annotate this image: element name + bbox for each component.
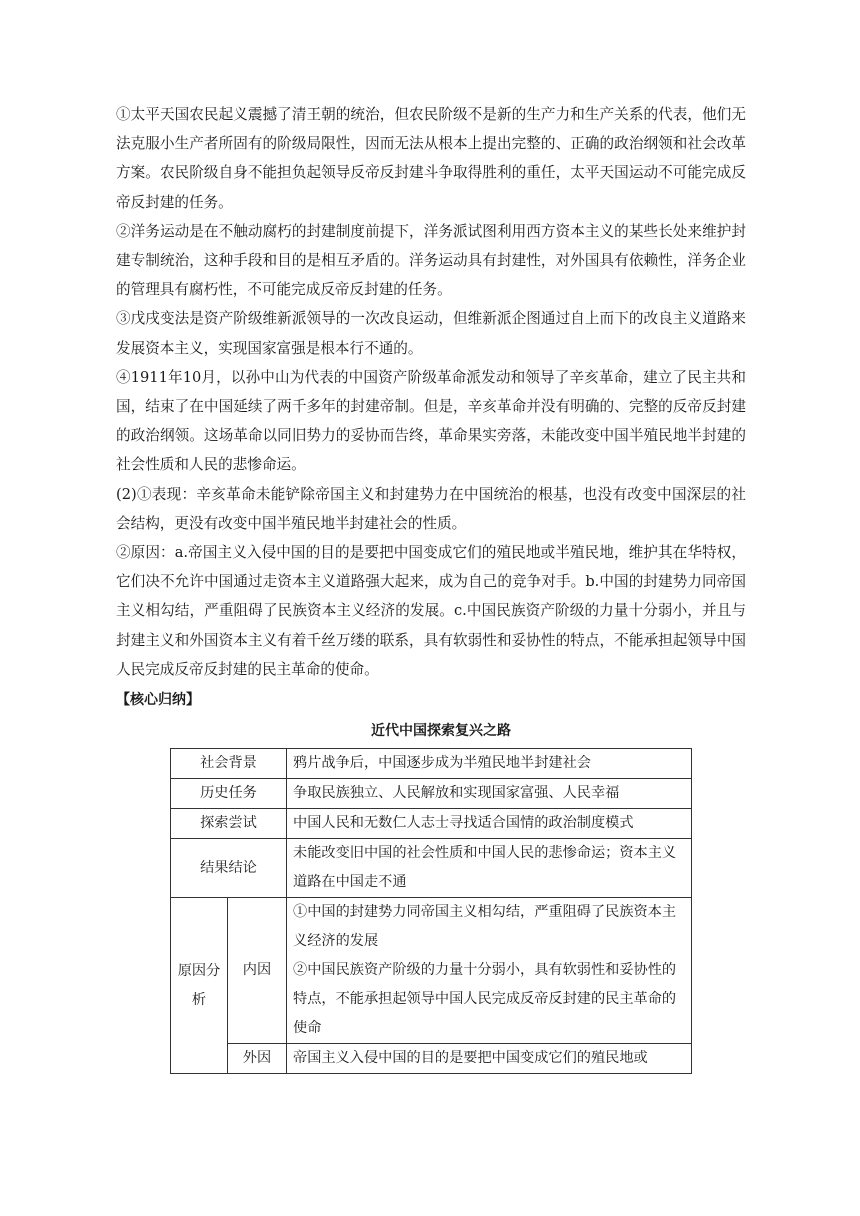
row-label: 探索尝试: [171, 809, 287, 839]
row-content: 未能改变旧中国的社会性质和中国人民的悲惨命运；资本主义道路在中国走不通: [287, 839, 692, 898]
summary-table: [170, 748, 692, 1074]
internal-cause-item: ①中国的封建势力同帝国主义相勾结，严重阻碍了民族资本主义经济的发展: [293, 904, 677, 950]
analysis-label: 原因分析: [171, 898, 228, 1074]
table-row: [171, 749, 692, 779]
paragraph-westernization: ②洋务运动是在不触动腐朽的封建制度前提下，洋务派试图利用西方资本主义的某些长处来维护封建专制统治，这种手段和目的是相互矛盾的。洋务运动具有封建性，对外国具有依赖性，洋务企业的管理具有腐朽性，不可能完成反帝反封建的任务。: [116, 222, 746, 299]
internal-cause-content: [287, 898, 692, 1044]
section-heading: 【核心归纳】: [116, 692, 200, 709]
paragraph-taiping: ①太平天国农民起义震撼了清王朝的统治，但农民阶级不是新的生产力和生产关系的代表，他们无法克服小生产者所固有的阶级局限性，因而无法从根本上提出完整的、正确的政治纲领和社会改革方案。农民阶级自身不能担负起领导反帝反封建斗争取得胜利的重任，太平天国运动不可能完成反帝反封建的任务。: [116, 106, 746, 211]
paragraph-reform-1898: ③戊戌变法是资产阶级维新派领导的一次改良运动，但维新派企图通过自上而下的改良主义道路来发展资本主义，实现国家富强是根本行不通的。: [116, 310, 746, 357]
row-content: 鸦片战争后，中国逐步成为半殖民地半封建社会: [287, 749, 692, 779]
table-row: [171, 809, 692, 839]
internal-cause-label: 内因: [228, 898, 287, 1044]
paragraph-revolution-1911: ④1911年10月，以孙中山为代表的中国资产阶级革命派发动和领导了辛亥革命，建立了民主共和国，结束了在中国延续了两千多年的封建帝制。但是，辛亥革命并没有明确的、完整的反帝反封建的政治纲领。这场革命以同旧势力的妥协而告终，革命果实旁落，未能改变中国半殖民地半封建的社会性质和人民的悲惨命运。: [116, 368, 746, 474]
row-label: 社会背景: [171, 749, 287, 779]
row-label: 结果结论: [171, 839, 287, 898]
external-cause-label: 外因: [228, 1044, 287, 1074]
row-label: 历史任务: [171, 779, 287, 809]
table-row: [171, 1044, 692, 1074]
internal-cause-item: ②中国民族资产阶级的力量十分弱小，具有软弱性和妥协性的特点，不能承担起领导中国人民完成反帝反封建的民主革命的使命: [293, 962, 677, 1037]
table-title: 近代中国探索复兴之路: [371, 723, 511, 740]
paragraph-manifestation: (2)①表现：辛亥革命未能铲除帝国主义和封建势力在中国统治的根基，也没有改变中国深层的社会结构，更没有改变中国半殖民地半封建社会的性质。: [116, 485, 746, 532]
table-row: [171, 779, 692, 809]
external-cause-content: 帝国主义入侵中国的目的是要把中国变成它们的殖民地或: [287, 1044, 692, 1074]
row-content: 争取民族独立、人民解放和实现国家富强、人民幸福: [287, 779, 692, 809]
table-row: [171, 898, 692, 1044]
row-content: 中国人民和无数仁人志士寻找适合国情的政治制度模式: [287, 809, 692, 839]
document-page: [116, 100, 746, 1074]
table-row: [171, 839, 692, 898]
paragraph-reasons: ②原因：a.帝国主义入侵中国的目的是要把中国变成它们的殖民地或半殖民地，维护其在华特权，它们决不允许中国通过走资本主义道路强大起来，成为自己的竞争对手。b.中国的封建势力同帝国主义相勾结，严重阻碍了民族资本主义经济的发展。c.中国民族资产阶级的力量十分弱小，并且与封建主义和外国资本主义有着千丝万缕的联系，具有软弱性和妥协性的特点，不能承担起领导中国人民完成反帝反封建的民主革命的使命。: [116, 544, 746, 678]
